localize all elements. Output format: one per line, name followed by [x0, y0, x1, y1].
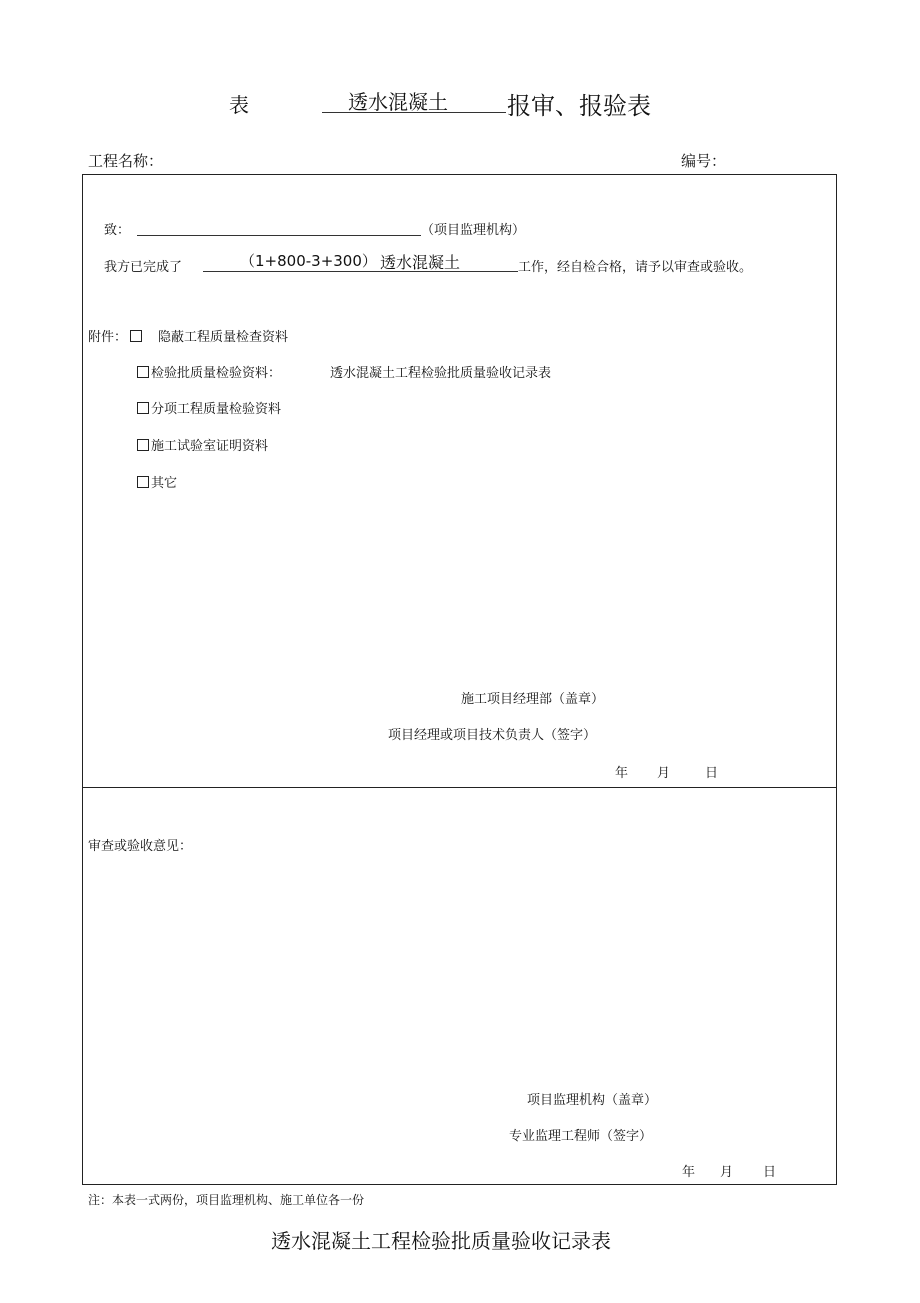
section-divider: [83, 787, 836, 788]
number-label: 编号：: [681, 152, 727, 170]
attachment-checkbox[interactable]: [130, 330, 142, 342]
title-fill-field: 透水混凝土: [322, 86, 506, 113]
to-label: 致：: [104, 223, 131, 238]
date-year: 年: [615, 766, 629, 781]
attachments-label: 附件：: [88, 330, 128, 345]
date-day: 日: [705, 766, 719, 781]
title-prefix: 表: [229, 93, 249, 117]
attachment-item-label: 施工试验室证明资料: [151, 439, 269, 454]
date-day: 日: [763, 1165, 777, 1180]
attachment-checkbox[interactable]: [137, 402, 149, 414]
attachment-item-label: 检验批质量检验资料：: [151, 366, 282, 381]
attachment-item: [137, 435, 268, 454]
attachment-item-label: 其它: [151, 476, 178, 491]
contractor-sign-label: 项目经理或项目技术负责人（签字）: [388, 728, 597, 743]
attachment-item-label: 分项工程质量检验资料: [151, 402, 282, 417]
attachment-item: [130, 326, 288, 345]
date-year: 年: [682, 1165, 696, 1180]
opinion-label: 审查或验收意见：: [88, 839, 193, 854]
date-month: 月: [657, 766, 671, 781]
to-field: [137, 222, 421, 236]
supervisor-seal-label: 项目监理机构（盖章）: [527, 1093, 658, 1108]
page-title: 报审、报验表: [507, 92, 651, 120]
contractor-seal-label: 施工项目经理部（盖章）: [461, 692, 605, 707]
to-suffix: （项目监理机构）: [421, 223, 526, 238]
attachment-checkbox[interactable]: [137, 476, 149, 488]
supervisor-sign-label: 专业监理工程师（签字）: [509, 1129, 653, 1144]
attachment-detail: 透水混凝土工程检验批质量验收记录表: [330, 366, 552, 381]
completed-item: 透水混凝土: [380, 253, 461, 272]
next-section-title: 透水混凝土工程检验批质量验收记录表: [271, 1229, 611, 1253]
completed-stake: （1+800-3+300）: [240, 252, 377, 270]
completed-prefix: 我方已完成了: [104, 260, 183, 275]
attachment-checkbox[interactable]: [137, 366, 149, 378]
attachment-item: [137, 398, 281, 417]
completed-suffix: 工作，经自检合格，请予以审查或验收。: [518, 260, 753, 275]
attachment-checkbox[interactable]: [137, 439, 149, 451]
date-month: 月: [720, 1165, 734, 1180]
attachment-item: [137, 362, 281, 381]
attachment-item: [137, 472, 177, 491]
attachment-item-label: 隐蔽工程质量检查资料: [158, 330, 289, 345]
footnote: 注：本表一式两份，项目监理机构、施工单位各一份: [88, 1193, 365, 1207]
project-name-label: 工程名称：: [88, 152, 164, 170]
